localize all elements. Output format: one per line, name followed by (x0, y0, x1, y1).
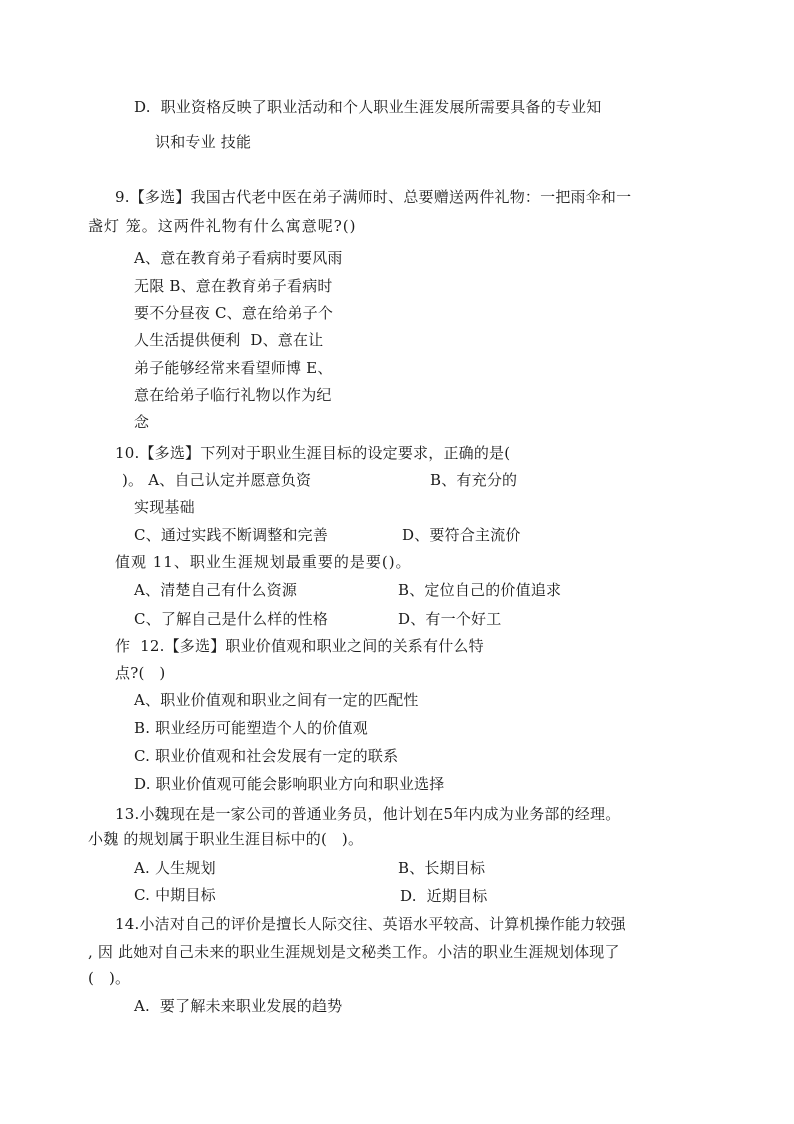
q12-option-b: B. 职业经历可能塑造个人的价值观 (134, 719, 368, 737)
q9-options-2: 无限 B、意在教育弟子看病时 (134, 277, 333, 295)
q14-stem-cont: , 因 此她对自己未来的职业生涯规划是文秘类工作。小洁的职业生涯规划体现了 (88, 943, 620, 961)
q8-option-d: D. 职业资格反映了职业活动和个人职业生涯发展所需要具备的专业知 (134, 98, 602, 116)
q9-stem-cont: 盏灯 笼。这两件礼物有什么寓意呢?() (88, 217, 357, 235)
q9-options-3: 要不分昼夜 C、意在给弟子个 (134, 304, 334, 322)
q9-stem: 9.【多选】我国古代老中医在弟子满师时、总要赠送两件礼物：一把雨伞和一 (115, 188, 632, 206)
q9-options-4: 人生活提供便利 D、意在让 (134, 331, 324, 349)
q10-option-b: B、有充分的 (430, 471, 518, 489)
q10-option-a-cont: 实现基础 (134, 498, 195, 516)
q14-stem: 14.小洁对自己的评价是擅长人际交往、英语水平较高、计算机操作能力较强 (115, 915, 626, 933)
q13-option-d: D. 近期目标 (400, 887, 488, 905)
q12-option-d: D. 职业价值观可能会影响职业方向和职业选择 (134, 775, 445, 793)
q11-option-d: D、有一个好工 (398, 610, 502, 628)
q14-stem-cont-2: ( )。 (88, 969, 131, 987)
q11-option-c: C、了解自己是什么样的性格 (134, 610, 329, 628)
q14-option-a: A. 要了解未来职业发展的趋势 (134, 997, 343, 1015)
q9-options-1: A、意在教育弟子看病时要风雨 (134, 249, 343, 267)
q10-stem: 10.【多选】下列对于职业生涯目标的设定要求，正确的是( (115, 444, 511, 462)
q10-option-a: )。 A、自己认定并愿意负资 (122, 471, 312, 489)
q8-option-d-cont: 识和专业 技能 (155, 133, 252, 151)
q10-option-c: C、通过实践不断调整和完善 (134, 526, 329, 544)
q13-stem: 13.小魏现在是一家公司的普通业务员，他计划在5年内成为业务部的经理。 (115, 805, 621, 823)
q9-options-7: 念 (134, 413, 150, 431)
q11-option-a: A、清楚自己有什么资源 (134, 581, 298, 599)
q13-stem-cont: 小魏 的规划属于职业生涯目标中的( )。 (88, 830, 364, 848)
q10-option-d: D、要符合主流价 (402, 526, 521, 544)
q9-options-6: 意在给弟子临行礼物以作为纪 (134, 386, 332, 404)
q11-option-b: B、定位自己的价值追求 (398, 581, 562, 599)
q13-option-c: C. 中期目标 (134, 886, 216, 904)
q12-option-c: C. 职业价值观和社会发展有一定的联系 (134, 747, 399, 765)
q12-stem: 作 12.【多选】职业价值观和职业之间的关系有什么特 (115, 637, 484, 655)
q13-option-a: A. 人生规划 (134, 859, 216, 877)
q9-options-5: 弟子能够经常来看望师博 E、 (134, 359, 333, 377)
q12-stem-cont: 点?( ) (115, 664, 166, 682)
q11-stem: 值观 11、职业生涯规划最重要的是要()。 (115, 553, 412, 571)
q12-option-a: A、职业价值观和职业之间有一定的匹配性 (134, 691, 419, 709)
q13-option-b: B、长期目标 (398, 859, 486, 877)
